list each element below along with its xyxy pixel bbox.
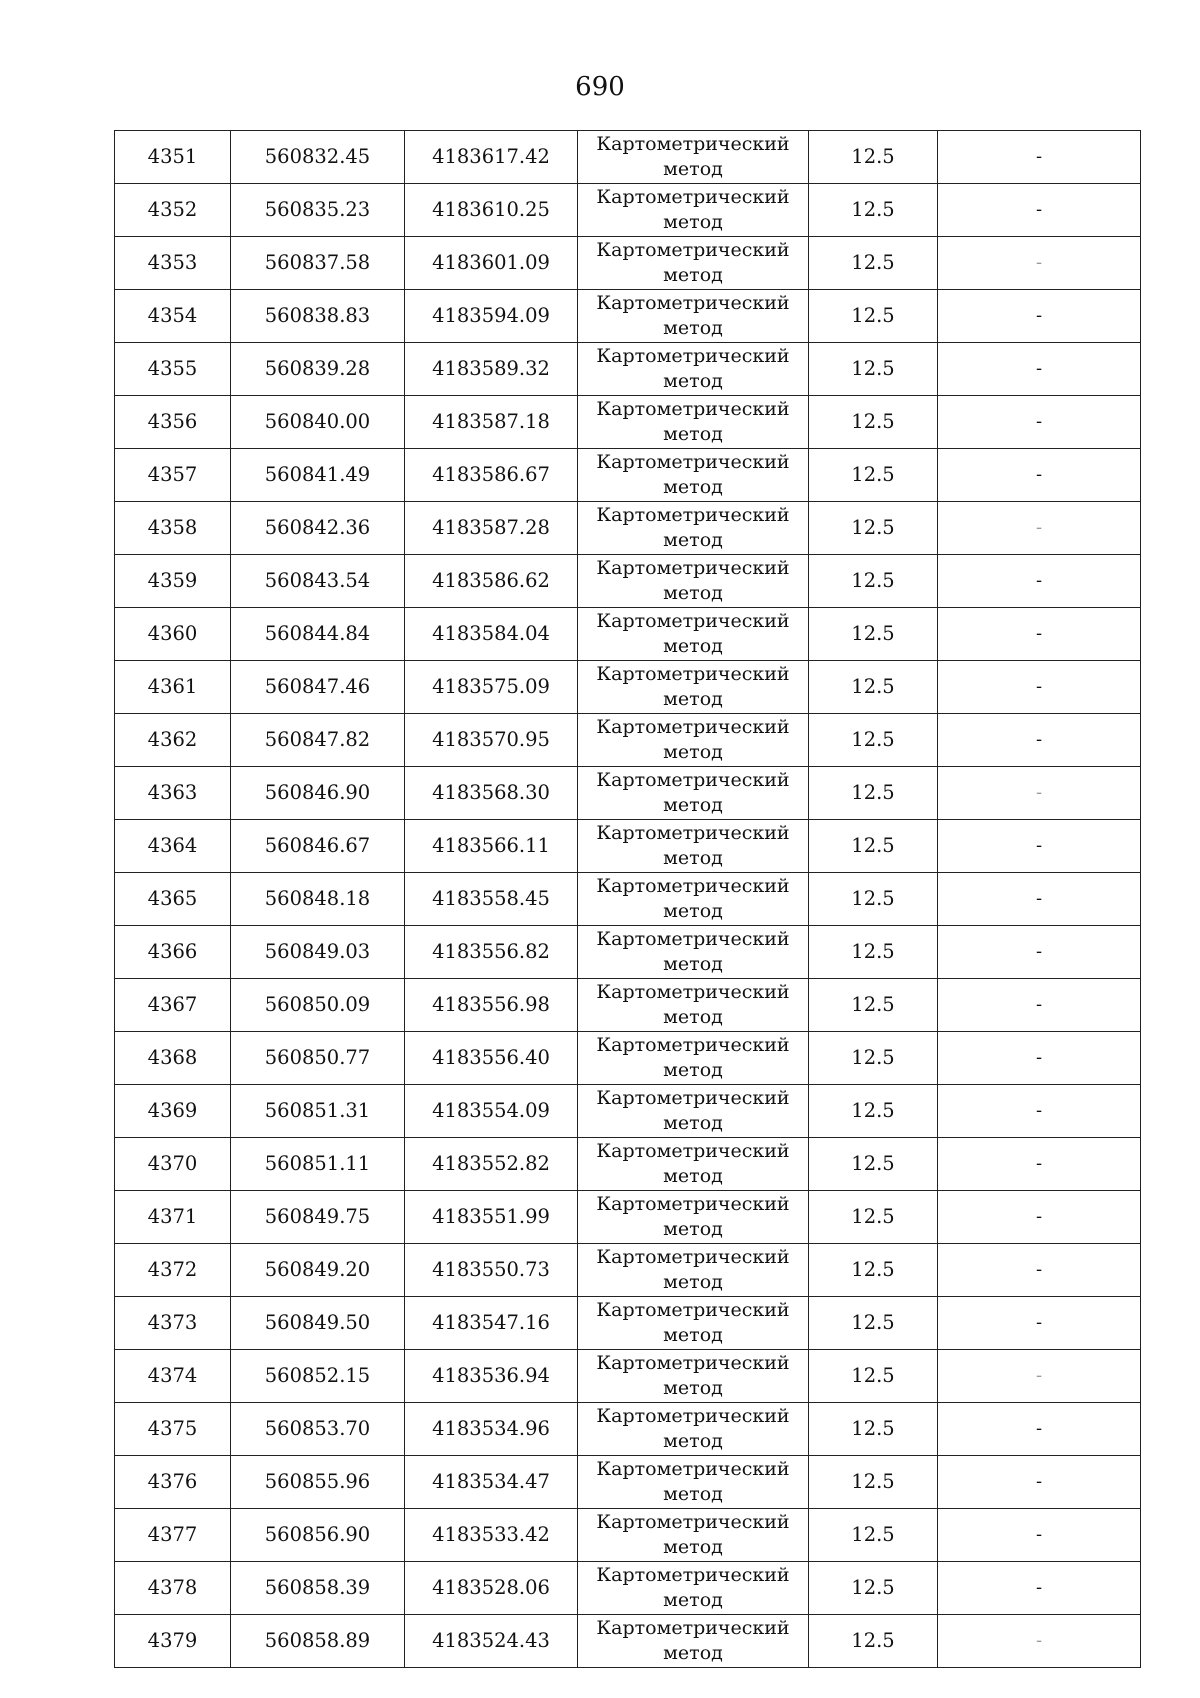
method-line-1: Картометрический [596, 663, 790, 685]
accuracy-cell: 12.5 [809, 1350, 938, 1403]
note-cell: - [938, 1562, 1141, 1615]
accuracy-cell: 12.5 [809, 767, 938, 820]
method-line-1: Картометрический [596, 928, 790, 950]
x-coordinate-cell: 560846.90 [231, 767, 405, 820]
y-coordinate-cell: 4183534.47 [405, 1456, 578, 1509]
method-line-1: Картометрический [596, 1405, 790, 1427]
method-cell [578, 767, 809, 820]
accuracy-cell: 12.5 [809, 1615, 938, 1668]
x-coordinate-cell: 560849.20 [231, 1244, 405, 1297]
x-coordinate-cell: 560849.75 [231, 1191, 405, 1244]
y-coordinate-cell: 4183587.18 [405, 396, 578, 449]
method-line-1: Картометрический [596, 239, 790, 261]
method-line-2: метод [663, 1430, 723, 1452]
table-row [115, 820, 1141, 873]
method-cell [578, 1085, 809, 1138]
method-line-1: Картометрический [596, 1617, 790, 1639]
x-coordinate-cell: 560847.46 [231, 661, 405, 714]
y-coordinate-cell: 4183610.25 [405, 184, 578, 237]
table-row [115, 1085, 1141, 1138]
method-line-1: Картометрический [596, 1511, 790, 1533]
point-number-cell: 4357 [115, 449, 231, 502]
table-row [115, 343, 1141, 396]
table-row [115, 926, 1141, 979]
method-line-2: метод [663, 1165, 723, 1187]
method-line-1: Картометрический [596, 1458, 790, 1480]
x-coordinate-cell: 560853.70 [231, 1403, 405, 1456]
table-row [115, 131, 1141, 184]
method-line-1: Картометрический [596, 1352, 790, 1374]
method-line-2: метод [663, 847, 723, 869]
accuracy-cell: 12.5 [809, 1244, 938, 1297]
point-number-cell: 4371 [115, 1191, 231, 1244]
point-number-cell: 4356 [115, 396, 231, 449]
point-number-cell: 4355 [115, 343, 231, 396]
table-row [115, 184, 1141, 237]
point-number-cell: 4367 [115, 979, 231, 1032]
method-cell [578, 396, 809, 449]
method-cell [578, 1350, 809, 1403]
note-cell: - [938, 1138, 1141, 1191]
note-cell: - [938, 290, 1141, 343]
x-coordinate-cell: 560844.84 [231, 608, 405, 661]
note-cell: - [938, 502, 1141, 555]
method-line-1: Картометрический [596, 1193, 790, 1215]
note-cell: - [938, 343, 1141, 396]
point-number-cell: 4353 [115, 237, 231, 290]
accuracy-cell: 12.5 [809, 820, 938, 873]
y-coordinate-cell: 4183528.06 [405, 1562, 578, 1615]
point-number-cell: 4352 [115, 184, 231, 237]
accuracy-cell: 12.5 [809, 1509, 938, 1562]
accuracy-cell: 12.5 [809, 290, 938, 343]
table-row [115, 1456, 1141, 1509]
y-coordinate-cell: 4183584.04 [405, 608, 578, 661]
note-cell: - [938, 1297, 1141, 1350]
table-row [115, 1562, 1141, 1615]
point-number-cell: 4375 [115, 1403, 231, 1456]
accuracy-cell: 12.5 [809, 608, 938, 661]
method-line-2: метод [663, 1536, 723, 1558]
note-cell: - [938, 1615, 1141, 1668]
method-line-2: метод [663, 1271, 723, 1293]
accuracy-cell: 12.5 [809, 1138, 938, 1191]
note-cell: - [938, 714, 1141, 767]
note-cell: - [938, 1032, 1141, 1085]
note-cell: - [938, 449, 1141, 502]
note-cell: - [938, 979, 1141, 1032]
table-row [115, 502, 1141, 555]
point-number-cell: 4374 [115, 1350, 231, 1403]
method-line-2: метод [663, 211, 723, 233]
method-line-1: Картометрический [596, 822, 790, 844]
accuracy-cell: 12.5 [809, 1403, 938, 1456]
point-number-cell: 4368 [115, 1032, 231, 1085]
accuracy-cell: 12.5 [809, 979, 938, 1032]
point-number-cell: 4370 [115, 1138, 231, 1191]
method-line-2: метод [663, 370, 723, 392]
y-coordinate-cell: 4183556.82 [405, 926, 578, 979]
x-coordinate-cell: 560835.23 [231, 184, 405, 237]
point-number-cell: 4364 [115, 820, 231, 873]
accuracy-cell: 12.5 [809, 502, 938, 555]
method-cell [578, 926, 809, 979]
method-line-2: метод [663, 264, 723, 286]
y-coordinate-cell: 4183547.16 [405, 1297, 578, 1350]
accuracy-cell: 12.5 [809, 1191, 938, 1244]
table-row [115, 449, 1141, 502]
method-line-2: метод [663, 1112, 723, 1134]
note-cell: - [938, 184, 1141, 237]
point-number-cell: 4369 [115, 1085, 231, 1138]
method-line-1: Картометрический [596, 398, 790, 420]
table-row [115, 979, 1141, 1032]
x-coordinate-cell: 560858.39 [231, 1562, 405, 1615]
point-number-cell: 4354 [115, 290, 231, 343]
point-number-cell: 4378 [115, 1562, 231, 1615]
y-coordinate-cell: 4183586.67 [405, 449, 578, 502]
method-line-2: метод [663, 1483, 723, 1505]
point-number-cell: 4358 [115, 502, 231, 555]
method-line-1: Картометрический [596, 557, 790, 579]
y-coordinate-cell: 4183594.09 [405, 290, 578, 343]
y-coordinate-cell: 4183558.45 [405, 873, 578, 926]
method-line-1: Картометрический [596, 716, 790, 738]
method-cell [578, 661, 809, 714]
point-number-cell: 4379 [115, 1615, 231, 1668]
method-cell [578, 873, 809, 926]
point-number-cell: 4361 [115, 661, 231, 714]
method-line-1: Картометрический [596, 875, 790, 897]
accuracy-cell: 12.5 [809, 1456, 938, 1509]
note-cell: - [938, 608, 1141, 661]
accuracy-cell: 12.5 [809, 184, 938, 237]
accuracy-cell: 12.5 [809, 926, 938, 979]
x-coordinate-cell: 560850.09 [231, 979, 405, 1032]
note-cell: - [938, 1350, 1141, 1403]
method-line-1: Картометрический [596, 504, 790, 526]
method-cell [578, 343, 809, 396]
method-line-2: метод [663, 741, 723, 763]
note-cell: - [938, 873, 1141, 926]
method-line-1: Картометрический [596, 345, 790, 367]
table-row [115, 1138, 1141, 1191]
y-coordinate-cell: 4183589.32 [405, 343, 578, 396]
table-row [115, 1403, 1141, 1456]
note-cell: - [938, 661, 1141, 714]
table-row [115, 1350, 1141, 1403]
method-line-2: метод [663, 529, 723, 551]
y-coordinate-cell: 4183556.40 [405, 1032, 578, 1085]
x-coordinate-cell: 560852.15 [231, 1350, 405, 1403]
point-number-cell: 4359 [115, 555, 231, 608]
point-number-cell: 4363 [115, 767, 231, 820]
accuracy-cell: 12.5 [809, 1297, 938, 1350]
table-row [115, 1615, 1141, 1668]
method-cell [578, 1138, 809, 1191]
note-cell: - [938, 926, 1141, 979]
method-line-1: Картометрический [596, 186, 790, 208]
method-line-2: метод [663, 582, 723, 604]
method-line-2: метод [663, 794, 723, 816]
table-row [115, 237, 1141, 290]
method-cell [578, 502, 809, 555]
method-line-2: метод [663, 953, 723, 975]
method-cell [578, 714, 809, 767]
note-cell: - [938, 1509, 1141, 1562]
method-cell [578, 1456, 809, 1509]
x-coordinate-cell: 560839.28 [231, 343, 405, 396]
y-coordinate-cell: 4183533.42 [405, 1509, 578, 1562]
table-row [115, 608, 1141, 661]
note-cell: - [938, 1403, 1141, 1456]
point-number-cell: 4372 [115, 1244, 231, 1297]
x-coordinate-cell: 560832.45 [231, 131, 405, 184]
page-number: 690 [575, 72, 625, 102]
table-row [115, 555, 1141, 608]
y-coordinate-cell: 4183568.30 [405, 767, 578, 820]
method-line-2: метод [663, 1377, 723, 1399]
accuracy-cell: 12.5 [809, 873, 938, 926]
method-cell [578, 184, 809, 237]
method-line-2: метод [663, 476, 723, 498]
note-cell: - [938, 1244, 1141, 1297]
table-row [115, 1509, 1141, 1562]
x-coordinate-cell: 560843.54 [231, 555, 405, 608]
point-number-cell: 4362 [115, 714, 231, 767]
method-line-2: метод [663, 1642, 723, 1664]
point-number-cell: 4373 [115, 1297, 231, 1350]
y-coordinate-cell: 4183556.98 [405, 979, 578, 1032]
accuracy-cell: 12.5 [809, 396, 938, 449]
table-row [115, 290, 1141, 343]
x-coordinate-cell: 560851.31 [231, 1085, 405, 1138]
y-coordinate-cell: 4183575.09 [405, 661, 578, 714]
method-cell [578, 1509, 809, 1562]
note-cell: - [938, 1456, 1141, 1509]
x-coordinate-cell: 560849.50 [231, 1297, 405, 1350]
x-coordinate-cell: 560851.11 [231, 1138, 405, 1191]
point-number-cell: 4377 [115, 1509, 231, 1562]
accuracy-cell: 12.5 [809, 714, 938, 767]
y-coordinate-cell: 4183551.99 [405, 1191, 578, 1244]
method-line-2: метод [663, 423, 723, 445]
method-line-2: метод [663, 317, 723, 339]
x-coordinate-cell: 560838.83 [231, 290, 405, 343]
y-coordinate-cell: 4183566.11 [405, 820, 578, 873]
method-cell [578, 820, 809, 873]
method-line-1: Картометрический [596, 981, 790, 1003]
table-row [115, 873, 1141, 926]
method-line-1: Картометрический [596, 610, 790, 632]
method-line-1: Картометрический [596, 292, 790, 314]
method-line-1: Картометрический [596, 1246, 790, 1268]
method-cell [578, 979, 809, 1032]
x-coordinate-cell: 560837.58 [231, 237, 405, 290]
accuracy-cell: 12.5 [809, 1085, 938, 1138]
method-line-1: Картометрический [596, 1087, 790, 1109]
point-number-cell: 4360 [115, 608, 231, 661]
x-coordinate-cell: 560849.03 [231, 926, 405, 979]
method-cell [578, 1403, 809, 1456]
point-number-cell: 4366 [115, 926, 231, 979]
method-line-1: Картометрический [596, 769, 790, 791]
note-cell: - [938, 396, 1141, 449]
x-coordinate-cell: 560842.36 [231, 502, 405, 555]
table-row [115, 1191, 1141, 1244]
method-line-2: метод [663, 1218, 723, 1240]
note-cell: - [938, 1191, 1141, 1244]
note-cell: - [938, 820, 1141, 873]
point-number-cell: 4376 [115, 1456, 231, 1509]
y-coordinate-cell: 4183617.42 [405, 131, 578, 184]
note-cell: - [938, 1085, 1141, 1138]
point-number-cell: 4365 [115, 873, 231, 926]
x-coordinate-cell: 560848.18 [231, 873, 405, 926]
y-coordinate-cell: 4183601.09 [405, 237, 578, 290]
note-cell: - [938, 237, 1141, 290]
x-coordinate-cell: 560850.77 [231, 1032, 405, 1085]
method-line-1: Картометрический [596, 451, 790, 473]
accuracy-cell: 12.5 [809, 1032, 938, 1085]
method-cell [578, 1615, 809, 1668]
method-cell [578, 1297, 809, 1350]
method-line-2: метод [663, 1324, 723, 1346]
y-coordinate-cell: 4183586.62 [405, 555, 578, 608]
note-cell: - [938, 131, 1141, 184]
y-coordinate-cell: 4183587.28 [405, 502, 578, 555]
method-line-2: метод [663, 1006, 723, 1028]
table-row [115, 714, 1141, 767]
y-coordinate-cell: 4183536.94 [405, 1350, 578, 1403]
accuracy-cell: 12.5 [809, 661, 938, 714]
method-cell [578, 555, 809, 608]
accuracy-cell: 12.5 [809, 555, 938, 608]
method-line-2: метод [663, 1589, 723, 1611]
table-row [115, 1297, 1141, 1350]
method-cell [578, 1244, 809, 1297]
note-cell: - [938, 767, 1141, 820]
method-line-2: метод [663, 1059, 723, 1081]
method-cell [578, 1191, 809, 1244]
method-cell [578, 290, 809, 343]
table-body [115, 131, 1141, 1668]
table-row [115, 661, 1141, 714]
method-cell [578, 237, 809, 290]
table-row [115, 767, 1141, 820]
method-line-1: Картометрический [596, 1564, 790, 1586]
method-cell [578, 1562, 809, 1615]
method-line-2: метод [663, 688, 723, 710]
accuracy-cell: 12.5 [809, 131, 938, 184]
x-coordinate-cell: 560858.89 [231, 1615, 405, 1668]
y-coordinate-cell: 4183570.95 [405, 714, 578, 767]
accuracy-cell: 12.5 [809, 449, 938, 502]
method-cell [578, 1032, 809, 1085]
table-row [115, 1244, 1141, 1297]
method-cell [578, 131, 809, 184]
method-line-2: метод [663, 635, 723, 657]
y-coordinate-cell: 4183554.09 [405, 1085, 578, 1138]
method-cell [578, 608, 809, 661]
accuracy-cell: 12.5 [809, 237, 938, 290]
point-number-cell: 4351 [115, 131, 231, 184]
x-coordinate-cell: 560840.00 [231, 396, 405, 449]
method-line-1: Картометрический [596, 1299, 790, 1321]
coordinates-table [114, 130, 1141, 1668]
method-line-1: Картометрический [596, 1034, 790, 1056]
method-line-2: метод [663, 900, 723, 922]
x-coordinate-cell: 560855.96 [231, 1456, 405, 1509]
table-row [115, 1032, 1141, 1085]
y-coordinate-cell: 4183552.82 [405, 1138, 578, 1191]
method-cell [578, 449, 809, 502]
method-line-1: Картометрический [596, 133, 790, 155]
method-line-2: метод [663, 158, 723, 180]
y-coordinate-cell: 4183524.43 [405, 1615, 578, 1668]
accuracy-cell: 12.5 [809, 1562, 938, 1615]
x-coordinate-cell: 560847.82 [231, 714, 405, 767]
y-coordinate-cell: 4183534.96 [405, 1403, 578, 1456]
x-coordinate-cell: 560856.90 [231, 1509, 405, 1562]
table-row [115, 396, 1141, 449]
method-line-1: Картометрический [596, 1140, 790, 1162]
x-coordinate-cell: 560846.67 [231, 820, 405, 873]
note-cell: - [938, 555, 1141, 608]
y-coordinate-cell: 4183550.73 [405, 1244, 578, 1297]
accuracy-cell: 12.5 [809, 343, 938, 396]
x-coordinate-cell: 560841.49 [231, 449, 405, 502]
